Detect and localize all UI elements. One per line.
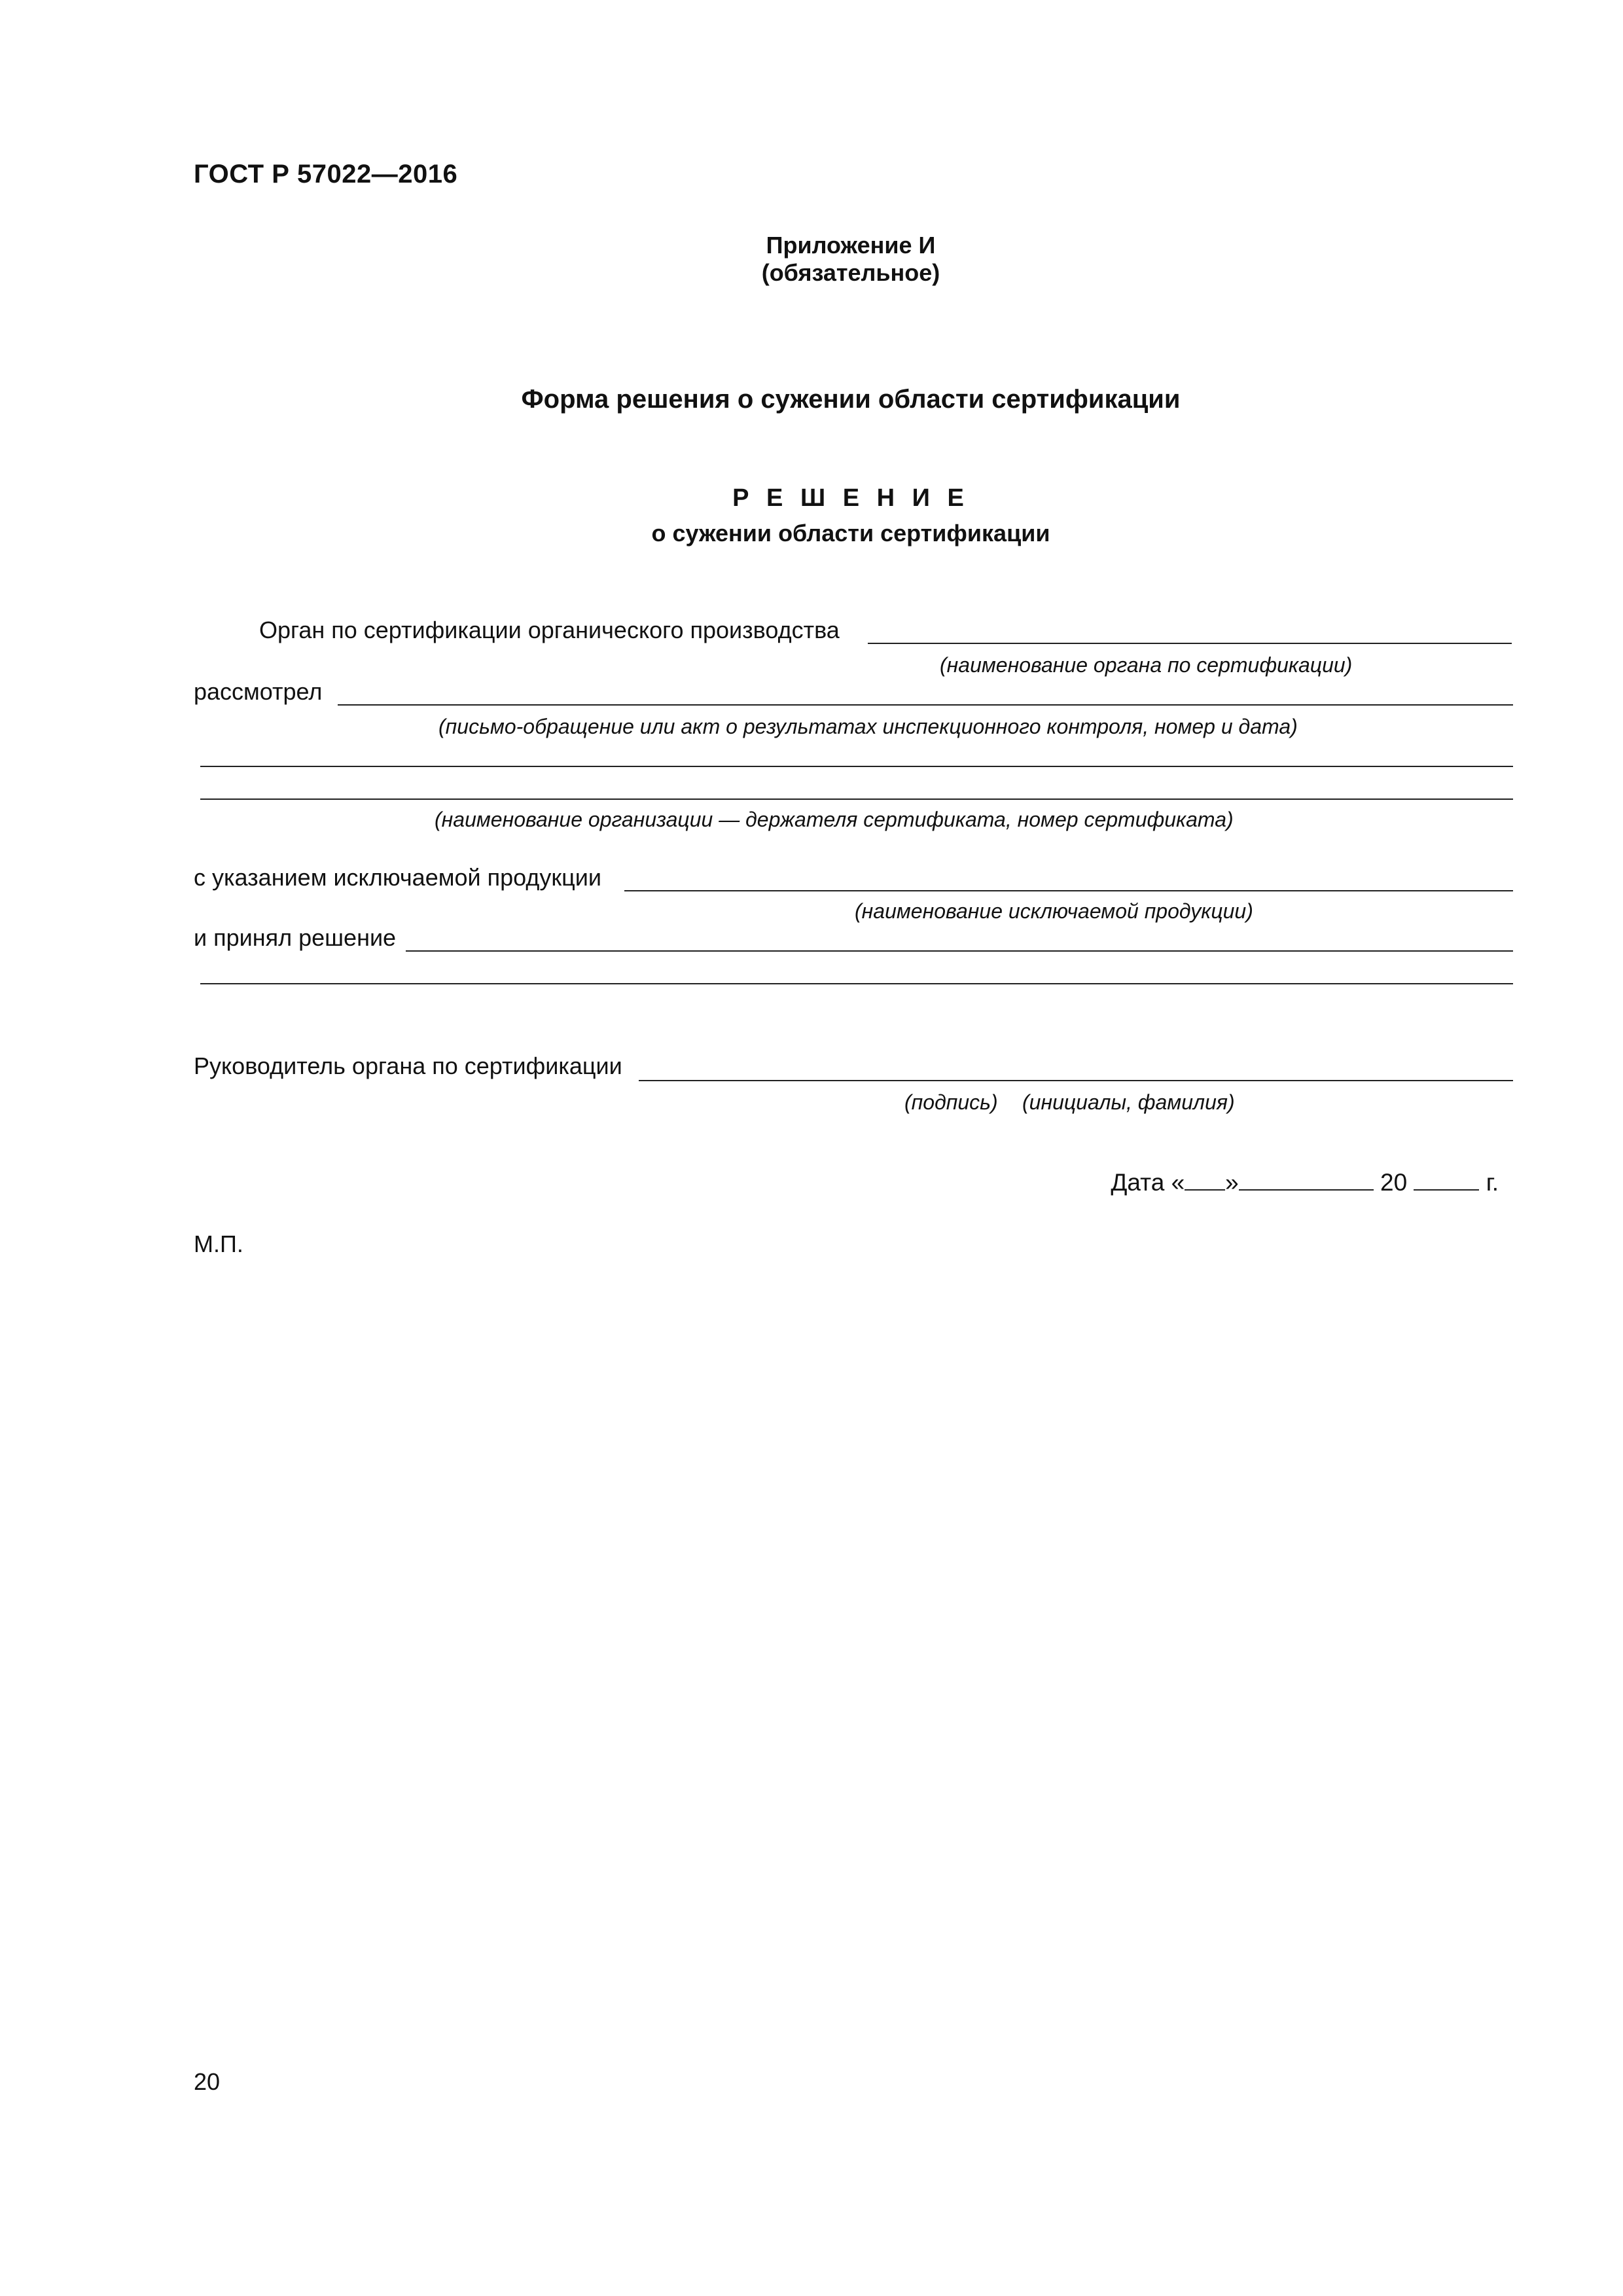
appendix-title: Приложение И (766, 232, 936, 259)
date-year-prefix: 20 (1380, 1169, 1408, 1196)
stamp-placeholder: М.П. (194, 1230, 243, 1257)
appendix-status: (обязательное) (761, 259, 940, 286)
holder-note: (наименование организации — держателя сертификата, номер сертификата) (435, 808, 1234, 831)
form-title: Форма решения о сужении области сертификации (521, 385, 1181, 414)
reviewed-note: (письмо-обращение или акт о результатах инспекционного контроля, номер и дата) (438, 715, 1298, 738)
page-number: 20 (194, 2068, 221, 2095)
excluded-products-field[interactable] (624, 890, 1513, 891)
certification-body-label: Орган по сертификации органического производства (259, 617, 840, 643)
date-year-suffix: г. (1486, 1169, 1499, 1196)
date-year-field[interactable] (1414, 1170, 1479, 1191)
decision-label: и принял решение (194, 924, 397, 951)
holder-field-line-2[interactable] (200, 798, 1513, 800)
reviewed-field[interactable] (338, 704, 1513, 706)
date-quote-close: » (1225, 1169, 1239, 1196)
certification-body-note: (наименование органа по сертификации) (940, 653, 1353, 677)
head-label: Руководитель органа по сертификации (194, 1052, 622, 1079)
head-signature-field[interactable] (639, 1080, 1513, 1081)
reviewed-label: рассмотрел (194, 678, 323, 705)
date-line (1111, 1169, 1499, 1196)
standard-code: ГОСТ Р 57022—2016 (194, 160, 458, 188)
signature-note: (подпись) (904, 1090, 998, 1114)
initials-note: (инициалы, фамилия) (1022, 1090, 1235, 1114)
decision-field-line-2[interactable] (200, 983, 1513, 984)
excluded-products-note: (наименование исключаемой продукции) (855, 899, 1253, 923)
holder-field-line-1[interactable] (200, 766, 1513, 767)
excluded-products-label: с указанием исключаемой продукции (194, 864, 601, 891)
date-month-field[interactable] (1239, 1170, 1374, 1191)
decision-field-line-1[interactable] (406, 950, 1513, 952)
decision-heading: Р Е Ш Е Н И Е (732, 484, 969, 512)
date-label: Дата « (1111, 1169, 1185, 1196)
certification-body-field[interactable] (868, 643, 1512, 644)
decision-subheading: о сужении области сертификации (651, 520, 1050, 547)
date-day-field[interactable] (1185, 1170, 1225, 1191)
